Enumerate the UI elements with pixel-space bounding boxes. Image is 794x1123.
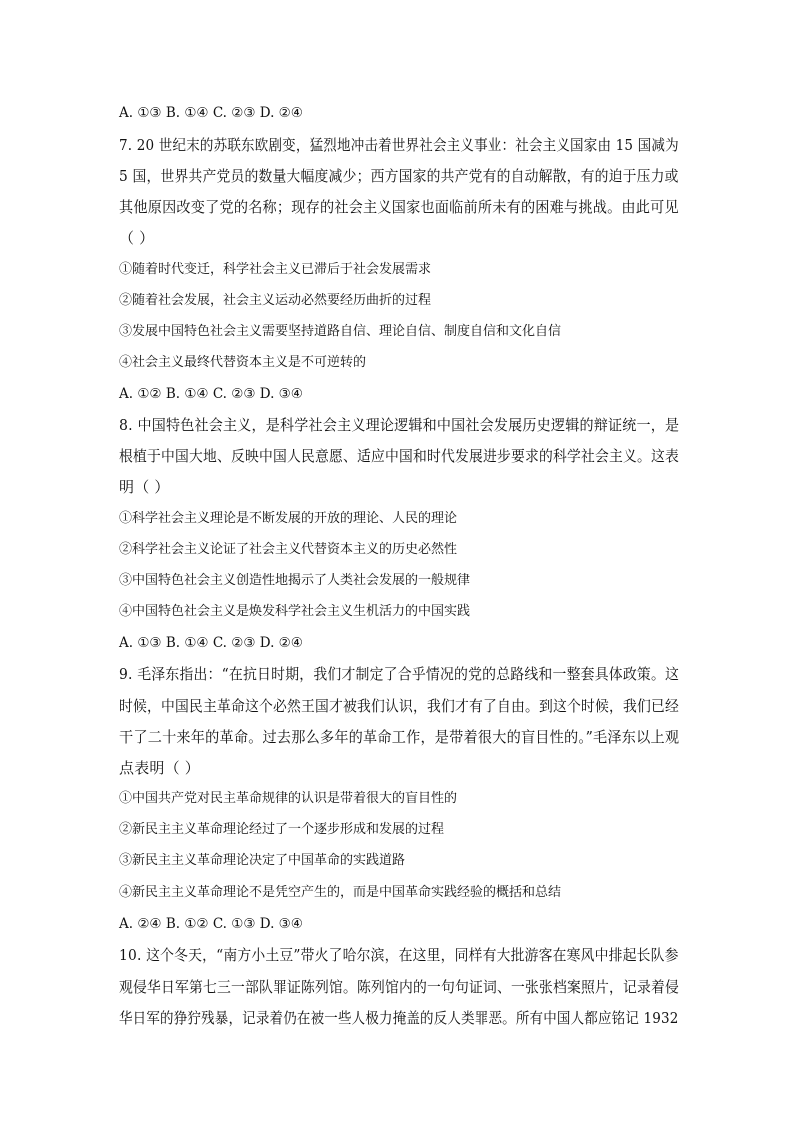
q9-stem-line-2: 时候，中国民主革命这个必然王国才被我们认识，我们才有了自由。到这个时候，我们已经 bbox=[119, 697, 680, 715]
q6-answer-choices: A. ①③ B. ①④ C. ②③ D. ②④ bbox=[119, 105, 303, 121]
q10-stem-line-1: 10. 这个冬天，“南方小土豆”带火了哈尔滨，在这里，同样有大批游客在寒风中排起长队参 bbox=[119, 946, 679, 964]
q10-stem-line-2: 观侵华日军第七三一部队罪证陈列馆。陈列馆内的一句句证词、一张张档案照片，记录着侵 bbox=[119, 978, 680, 996]
q8-answer-choices: A. ①③ B. ①④ C. ②③ D. ②④ bbox=[119, 635, 303, 651]
q7-answer-blank: （ ） bbox=[119, 229, 155, 247]
q9-stem-line-1: 9. 毛泽东指出：“在抗日时期，我们才制定了合乎情况的党的总路线和一整套具体政策。这 bbox=[119, 665, 680, 683]
q8-stem-line-2: 根植于中国大地、反映中国人民意愿、适应中国和时代发展进步要求的科学社会主义。这表 bbox=[119, 447, 680, 465]
q8-stem-line-1: 8. 中国特色社会主义，是科学社会主义理论逻辑和中国社会发展历史逻辑的辩证统一，是 bbox=[119, 416, 680, 434]
q7-option-4: ④社会主义最终代替资本主义是不可逆转的 bbox=[119, 355, 367, 370]
q9-option-2: ②新民主主义革命理论经过了一个逐步形成和发展的过程 bbox=[119, 822, 445, 837]
q7-stem-line-2: 5 国，世界共产党员的数量大幅度减少；西方国家的共产党有的自动解散，有的迫于压力或 bbox=[119, 167, 679, 185]
q7-option-2: ②随着社会发展，社会主义运动必然要经历曲折的过程 bbox=[119, 293, 432, 308]
q9-option-3: ③新民主主义革命理论决定了中国革命的实践道路 bbox=[119, 853, 406, 868]
q7-option-1: ①随着时代变迁，科学社会主义已滞后于社会发展需求 bbox=[119, 262, 432, 277]
q7-stem-line-1: 7. 20 世纪末的苏联东欧剧变，猛烈地冲击着世界社会主义事业：社会主义国家由 15 国减为 bbox=[119, 136, 679, 154]
q8-option-3: ③中国特色社会主义创造性地揭示了人类社会发展的一般规律 bbox=[119, 573, 471, 588]
q9-stem-line-3: 干了二十来年的革命。过去那么多年的革命工作，是带着很大的盲目性的。”毛泽东以上观 bbox=[119, 728, 680, 746]
q8-option-2: ②科学社会主义论证了社会主义代替资本主义的历史必然性 bbox=[119, 542, 458, 557]
q9-option-1: ①中国共产党对民主革命规律的认识是带着很大的盲目性的 bbox=[119, 791, 458, 806]
q8-stem-line-3: 明（ ） bbox=[119, 478, 170, 496]
q8-option-1: ①科学社会主义理论是不断发展的开放的理论、人民的理论 bbox=[119, 511, 458, 526]
q10-stem-line-3: 华日军的狰狞残暴，记录着仍在被一些人极力掩盖的反人类罪恶。所有中国人都应铭记 1932 bbox=[119, 1009, 679, 1027]
q9-option-4: ④新民主主义革命理论不是凭空产生的，而是中国革命实践经验的概括和总结 bbox=[119, 885, 562, 900]
q9-stem-line-4: 点表明（ ） bbox=[119, 759, 200, 777]
q7-stem-line-3: 其他原因改变了党的名称；现存的社会主义国家也面临前所未有的困难与挑战。由此可见 bbox=[119, 198, 679, 216]
q9-answer-choices: A. ②④ B. ①② C. ①③ D. ③④ bbox=[119, 916, 303, 932]
q7-answer-choices: A. ①② B. ①④ C. ②③ D. ③④ bbox=[119, 386, 303, 402]
q8-option-4: ④中国特色社会主义是焕发科学社会主义生机活力的中国实践 bbox=[119, 604, 471, 619]
q7-option-3: ③发展中国特色社会主义需要坚持道路自信、理论自信、制度自信和文化自信 bbox=[119, 324, 562, 339]
